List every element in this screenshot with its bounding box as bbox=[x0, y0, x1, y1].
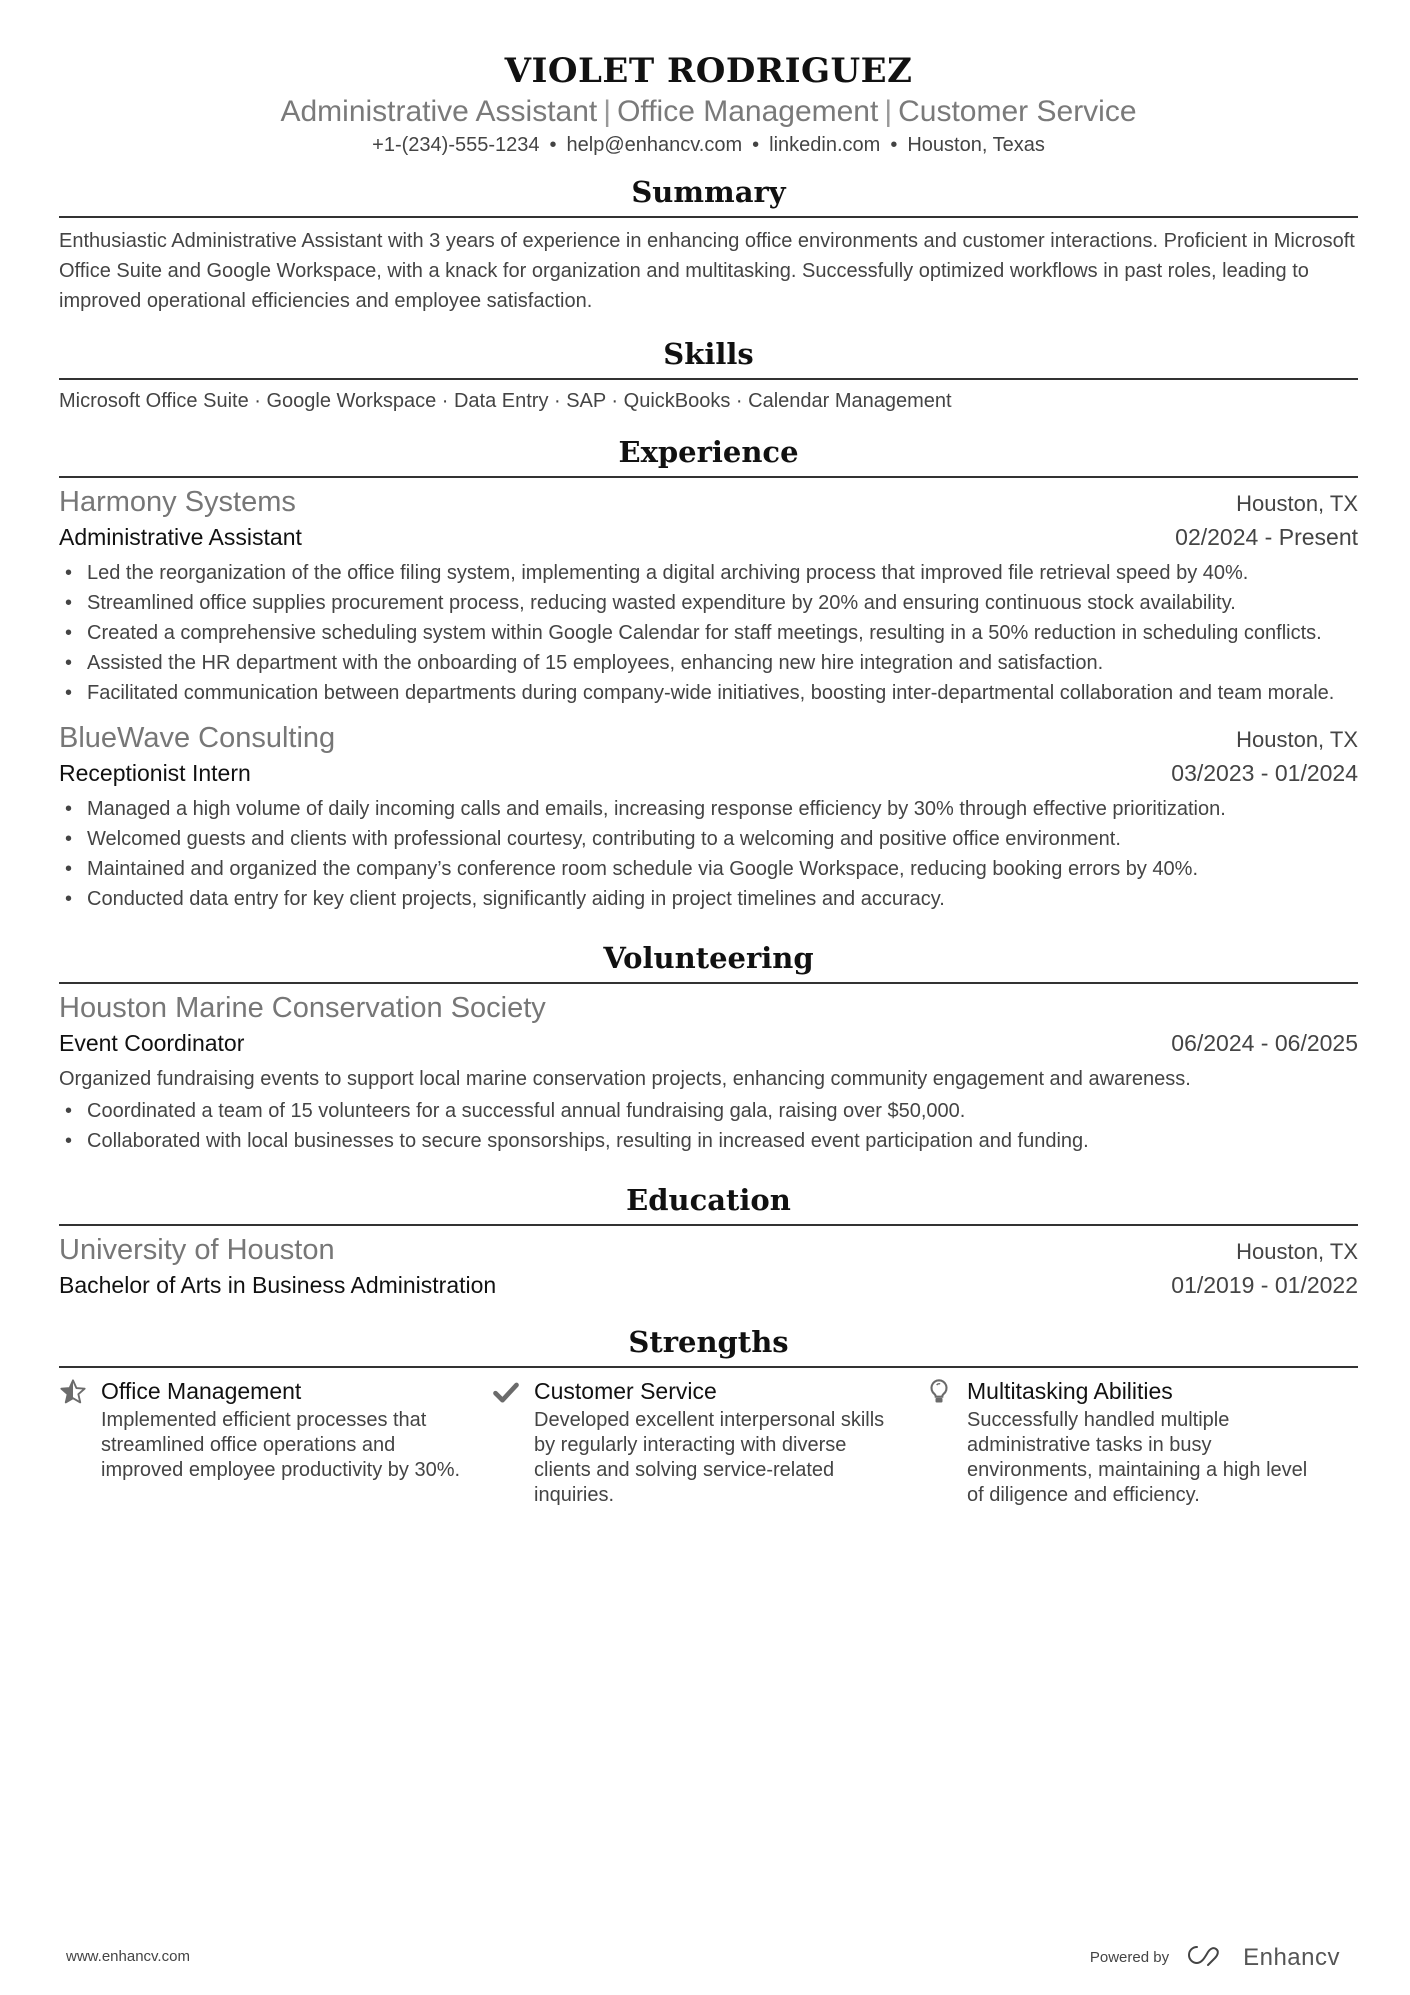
achievement-item: • Maintained and organized the company’s conference room schedule via Google Workspace, reducing booking errors by 40%. bbox=[87, 854, 1358, 884]
job-location: Houston, TX bbox=[1236, 727, 1358, 752]
achievement-item: • Conducted data entry for key client projects, significantly aiding in project timelines and accuracy. bbox=[87, 884, 1358, 914]
job-dates: 03/2023 - 01/2024 bbox=[1171, 760, 1358, 786]
checkmark-icon bbox=[492, 1376, 534, 1508]
strength-description: Implemented efficient processes that streamlined office operations and improved employee productivity by 30%. bbox=[101, 1409, 461, 1481]
company-name: Harmony Systems bbox=[59, 486, 296, 518]
school-name: University of Houston bbox=[59, 1234, 335, 1266]
achievement-list bbox=[59, 1096, 1358, 1156]
school-location: Houston, TX bbox=[1236, 1239, 1358, 1264]
organization-name: Houston Marine Conservation Society bbox=[59, 992, 546, 1024]
strength-item bbox=[925, 1376, 1358, 1508]
contact-separator: • bbox=[752, 134, 760, 156]
achievement-item: • Coordinated a team of 15 volunteers for a successful annual fundraising gala, raising over $50,000. bbox=[87, 1096, 1358, 1126]
lightbulb-icon bbox=[925, 1376, 967, 1508]
strength-description: Developed excellent interpersonal skills by regularly interacting with diverse clients and solving service-related inquiries. bbox=[534, 1409, 885, 1506]
headline-separator: | bbox=[884, 95, 893, 128]
experience-entry bbox=[59, 484, 1358, 708]
achievement-item: • Welcomed guests and clients with professional courtesy, contributing to a welcoming and positive office environment. bbox=[87, 824, 1358, 854]
headline-item: Office Management bbox=[617, 95, 879, 128]
contact-info bbox=[59, 132, 1358, 158]
location: Houston, Texas bbox=[907, 134, 1045, 156]
experience-entry bbox=[59, 720, 1358, 914]
skills-list: Microsoft Office Suite · Google Workspace · Data Entry · SAP · QuickBooks · Calendar Management bbox=[59, 390, 952, 412]
volunteer-dates: 06/2024 - 06/2025 bbox=[1171, 1030, 1358, 1056]
section-divider bbox=[59, 982, 1358, 984]
job-title: Receptionist Intern bbox=[59, 760, 251, 786]
powered-by-label: Powered by bbox=[1089, 1949, 1170, 1966]
job-dates: 02/2024 - Present bbox=[1175, 524, 1358, 550]
achievement-item: • Streamlined office supplies procurement process, reducing wasted expenditure by 20% and ensuring continuous stock availability. bbox=[87, 588, 1358, 618]
achievement-item: • Led the reorganization of the office filing system, implementing a digital archiving process that improved file retrieval speed by 40%. bbox=[87, 558, 1358, 588]
section-divider bbox=[59, 476, 1358, 478]
strength-title: Customer Service bbox=[534, 1378, 717, 1404]
section-title-strengths: Strengths bbox=[628, 1325, 789, 1359]
section-divider bbox=[59, 1224, 1358, 1226]
phone[interactable]: +1-(234)-555-1234 bbox=[372, 134, 540, 156]
volunteer-description: Organized fundraising events to support local marine conservation projects, enhancing community engagement and awareness. bbox=[59, 1068, 1191, 1090]
contact-separator: • bbox=[890, 134, 898, 156]
resume-page bbox=[59, 0, 1358, 1508]
company-name: BlueWave Consulting bbox=[59, 722, 336, 754]
summary-text: Enthusiastic Administrative Assistant with 3 years of experience in enhancing office environments and customer interactions. Proficient in Microsoft Office Suite and Google Workspace, with a knack for organization and multitasking. Successfully optimized workflows in past roles, leading to improved operational efficiencies and employee satisfaction. bbox=[59, 230, 1355, 312]
strength-item bbox=[492, 1376, 925, 1508]
section-title-summary: Summary bbox=[631, 175, 786, 209]
strength-title: Office Management bbox=[101, 1378, 302, 1404]
headline-item: Administrative Assistant bbox=[280, 95, 598, 128]
section-title-skills: Skills bbox=[663, 337, 754, 371]
job-location: Houston, TX bbox=[1236, 491, 1358, 516]
section-divider bbox=[59, 216, 1358, 218]
summary-section bbox=[59, 174, 1358, 316]
volunteering-section bbox=[59, 940, 1358, 1156]
education-section bbox=[59, 1182, 1358, 1300]
achievement-list bbox=[59, 794, 1358, 914]
section-divider bbox=[59, 1366, 1358, 1368]
job-title: Administrative Assistant bbox=[59, 524, 302, 550]
section-title-experience: Experience bbox=[618, 435, 799, 469]
email-link[interactable]: help@enhancv.com bbox=[566, 134, 743, 156]
strengths-section bbox=[59, 1324, 1358, 1508]
achievement-item: • Created a comprehensive scheduling system within Google Calendar for staff meetings, resulting in a 50% reduction in scheduling conflicts. bbox=[87, 618, 1358, 648]
section-title-volunteering: Volunteering bbox=[603, 941, 814, 975]
headline bbox=[59, 94, 1358, 130]
education-dates: 01/2019 - 01/2022 bbox=[1171, 1272, 1358, 1298]
section-title-education: Education bbox=[626, 1183, 791, 1217]
powered-by bbox=[1090, 1942, 1340, 1973]
enhancv-logo-icon bbox=[1183, 1942, 1229, 1973]
achievement-list bbox=[59, 558, 1358, 708]
enhancv-brand[interactable]: Enhancv bbox=[1243, 1943, 1340, 1971]
volunteering-entry bbox=[59, 990, 1358, 1156]
strengths-grid bbox=[59, 1376, 1358, 1508]
headline-separator: | bbox=[603, 95, 612, 128]
star-icon bbox=[59, 1376, 101, 1508]
strength-title: Multitasking Abilities bbox=[967, 1378, 1173, 1404]
experience-section bbox=[59, 434, 1358, 914]
contact-separator: • bbox=[549, 134, 557, 156]
headline-item: Customer Service bbox=[898, 95, 1137, 128]
strength-item bbox=[59, 1376, 492, 1508]
education-entry bbox=[59, 1232, 1358, 1300]
skills-section bbox=[59, 336, 1358, 416]
linkedin-link[interactable]: linkedin.com bbox=[769, 134, 881, 156]
candidate-name: VIOLET RODRIGUEZ bbox=[504, 51, 913, 91]
website-link[interactable]: www.enhancv.com bbox=[66, 1948, 190, 1965]
degree: Bachelor of Arts in Business Administration bbox=[59, 1272, 497, 1298]
volunteer-role: Event Coordinator bbox=[59, 1030, 245, 1056]
achievement-item: • Facilitated communication between departments during company-wide initiatives, boosting inter-departmental collaboration and team morale. bbox=[87, 678, 1358, 708]
section-divider bbox=[59, 378, 1358, 380]
achievement-item: • Assisted the HR department with the onboarding of 15 employees, enhancing new hire integration and satisfaction. bbox=[87, 648, 1358, 678]
strength-description: Successfully handled multiple administrative tasks in busy environments, maintaining a high level of diligence and efficiency. bbox=[967, 1409, 1308, 1506]
achievement-item: • Managed a high volume of daily incoming calls and emails, increasing response efficiency by 30% through effective prioritization. bbox=[87, 794, 1358, 824]
achievement-item: • Collaborated with local businesses to secure sponsorships, resulting in increased event participation and funding. bbox=[87, 1126, 1358, 1156]
